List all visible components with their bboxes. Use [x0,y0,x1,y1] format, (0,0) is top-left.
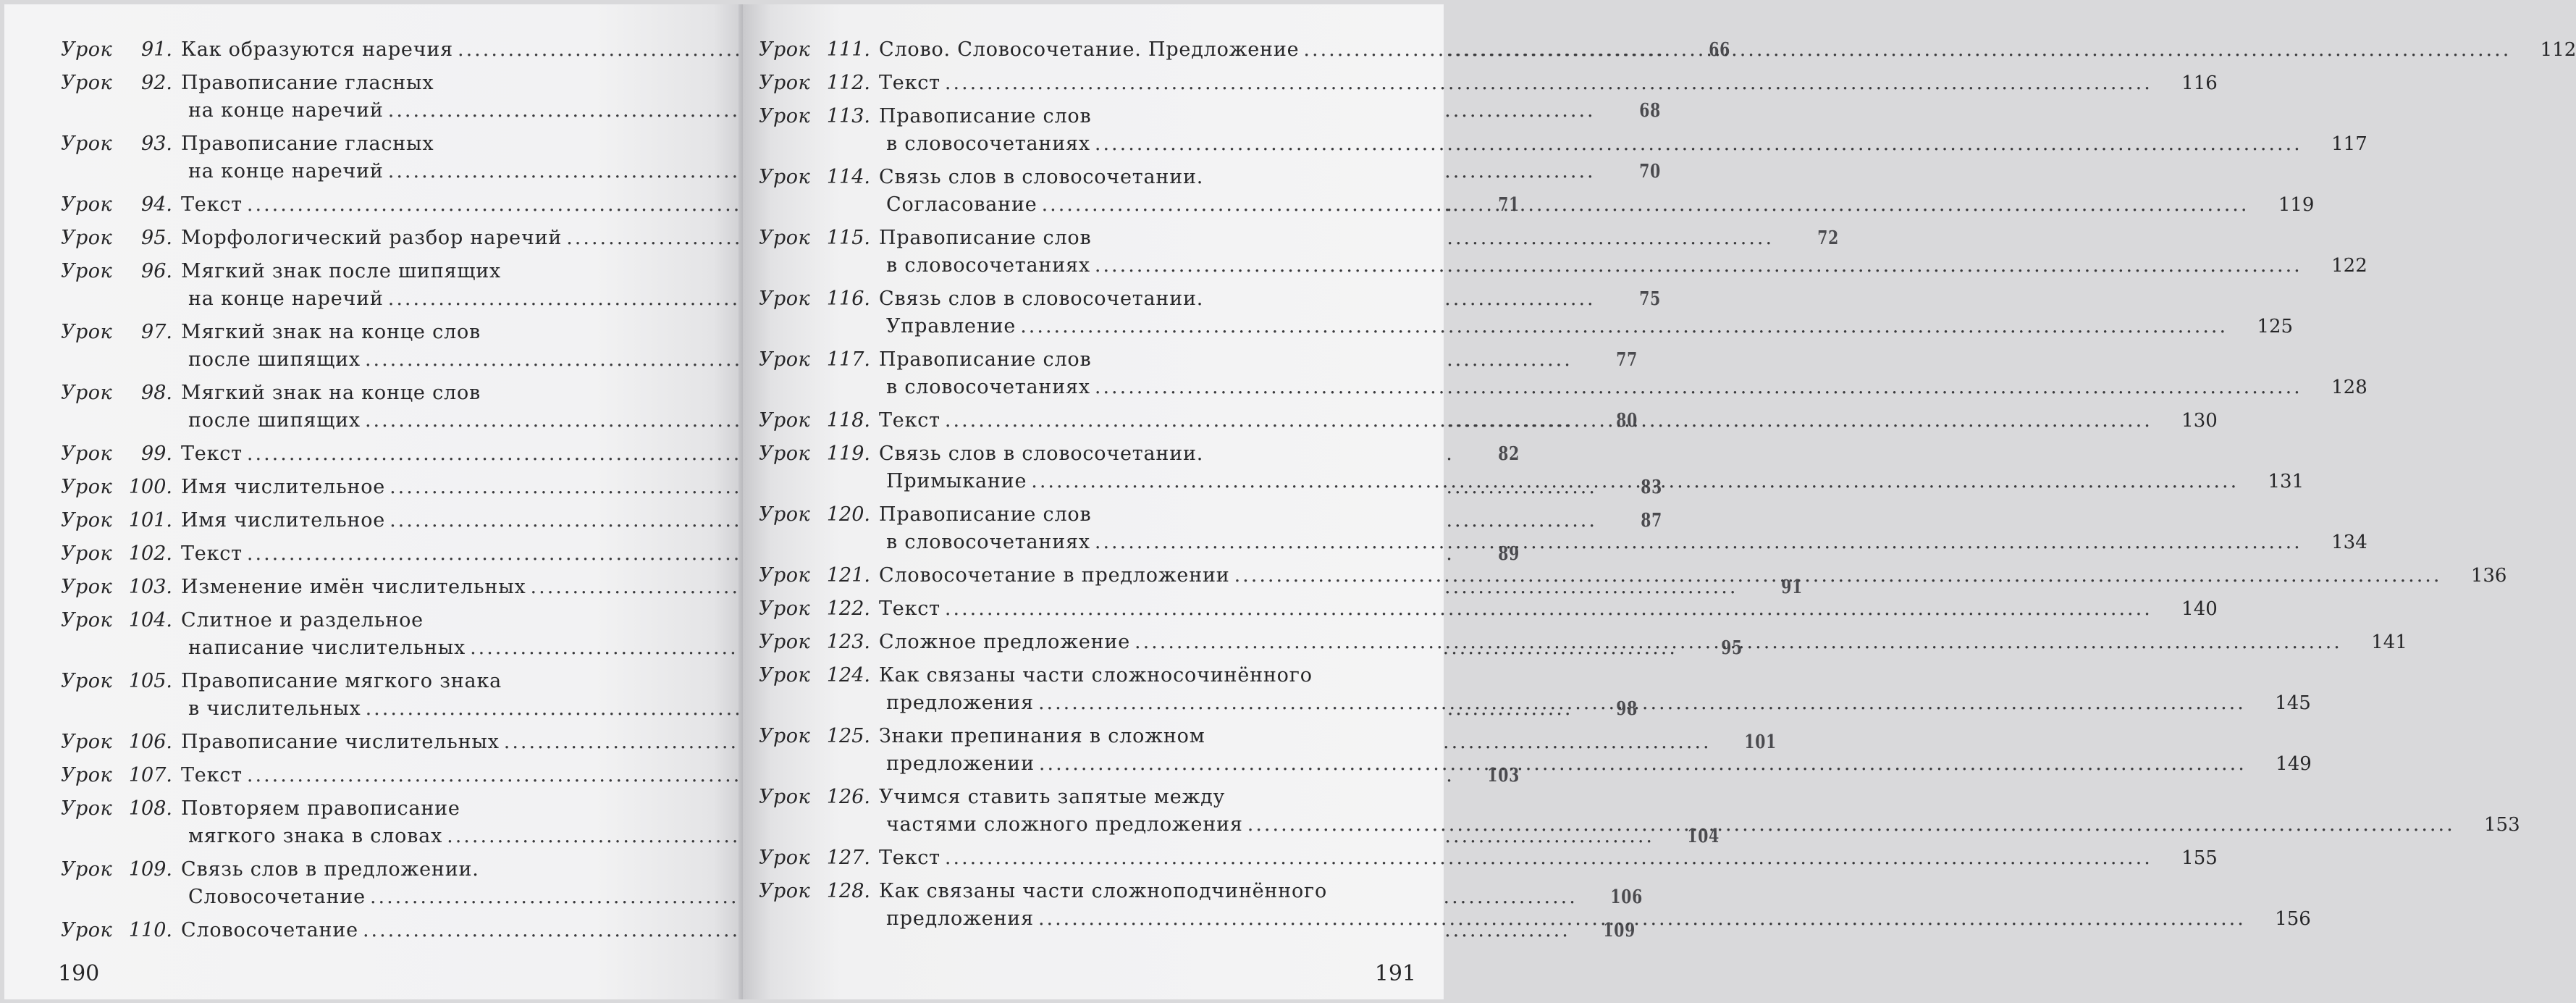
lesson-number: 112. [826,72,870,94]
lesson-title-line: Связь слов в словосочетании. [879,442,1204,465]
lesson-number: 102. [128,542,172,565]
lesson-keyword: Урок [61,38,113,61]
page-reference: 72 [1817,227,1840,249]
page-reference: 117 [2331,133,2367,155]
lesson-title-line: Управление [886,315,1016,337]
lesson-title-line: после шипящих [188,409,361,432]
lesson-title-line: Имя числительное [181,509,386,532]
dot-leader [1303,36,2511,64]
dot-leader [945,595,2152,623]
lesson-number: 104. [128,609,172,631]
lesson-title [879,501,2307,556]
lesson-title-line: в словосочетаниях [886,133,1090,155]
lesson-title-line: Словосочетание в предложении [879,564,1230,587]
lesson-keyword: Урок [61,542,113,565]
lesson-number: 105. [128,670,172,692]
page-reference: 116 [2181,72,2218,94]
page-reference: 89 [1498,543,1520,565]
lesson-number: 108. [128,797,172,820]
lesson-title-line: Связь слов в предложении. [181,858,479,881]
lesson-keyword: Урок [61,321,113,343]
lesson-title-line: Имя числительное [181,476,386,498]
lesson-title-line: Слово. Словосочетание. Предложение [879,38,1300,61]
lesson-number: 94. [141,193,172,216]
page-reference: 128 [2331,377,2367,398]
dot-leader [945,844,2152,872]
lesson-title-line: Правописание слов [879,105,1092,127]
lesson-keyword: Урок [61,133,113,155]
lesson-keyword: Урок [759,786,811,808]
lesson-keyword: Урок [759,288,811,310]
lesson-number: 93. [141,133,172,155]
lesson-keyword: Урок [61,382,113,404]
lesson-title-line: предложении [886,752,1035,775]
lesson-title [879,224,2307,280]
lesson-title-line: предложения [886,692,1034,714]
lesson-title [879,103,2307,158]
page-reference: 82 [1498,443,1520,465]
lesson-title-line: Повторяем правописание [181,797,460,820]
lesson-title-line: Морфологический разбор наречий [181,227,563,249]
lesson-keyword: Урок [61,476,113,498]
lesson-number: 117. [826,348,870,371]
lesson-keyword: Урок [61,442,113,465]
page-reference: 141 [2371,631,2407,653]
dot-leader [1095,252,2302,280]
lesson-title-line: Правописание слов [879,348,1092,371]
lesson-number: 125. [826,725,870,747]
lesson-title [879,440,2243,495]
lesson-keyword: Урок [759,597,811,620]
lesson-number: 115. [826,227,870,249]
page-reference: 66 [1709,39,1730,61]
lesson-title-line: Правописание слов [879,227,1092,249]
lesson-title-line: Словосочетание [181,919,358,941]
lesson-title-line: Правописание слов [879,503,1092,526]
lesson-number: 114. [826,166,870,188]
page-reference: 80 [1616,410,1638,432]
lesson-number: 120. [826,503,870,526]
lesson-keyword: Урок [759,227,811,249]
page-reference: 153 [2484,814,2520,836]
lesson-title [879,36,2515,64]
page-reference: 106 [1610,886,1643,908]
lesson-number: 128. [826,880,870,902]
lesson-title-line: Слитное и раздельное [181,609,424,631]
dot-leader [1234,562,2442,589]
lesson-title-line: в словосочетаниях [886,376,1090,398]
lesson-keyword: Урок [759,564,811,587]
lesson-title-line: предложения [886,907,1034,930]
lesson-number: 92. [141,72,172,94]
page-reference: 77 [1616,349,1638,371]
page-reference: 136 [2470,565,2507,587]
lesson-title [879,723,2251,778]
lesson-number: 113. [826,105,870,127]
lesson-title-line: Сложное предложение [879,631,1130,653]
lesson-keyword: Урок [759,348,811,371]
lesson-title-line: написание числительных [188,637,466,659]
lesson-title-line: Правописание числительных [181,731,500,753]
lesson-keyword: Урок [61,670,113,692]
lesson-keyword: Урок [61,858,113,881]
page-reference: 130 [2181,410,2218,432]
lesson-keyword: Урок [61,193,113,216]
page-reference: 71 [1498,194,1520,216]
dot-leader [1020,313,2228,340]
lesson-keyword: Урок [759,631,811,653]
lesson-number: 91. [141,38,172,61]
lesson-keyword: Урок [61,764,113,786]
page-reference: 103 [1487,765,1520,786]
lesson-title-line: Правописание гласных [181,133,434,155]
lesson-number: 97. [141,321,172,343]
lesson-keyword: Урок [759,880,811,902]
lesson-keyword: Урок [61,576,113,598]
lesson-title-line: на конце наречий [188,288,384,310]
left-page-number: 190 [58,961,100,986]
lesson-keyword: Урок [61,260,113,282]
lesson-title-line: Изменение имён числительных [181,576,526,598]
lesson-number: 98. [141,382,172,404]
lesson-title [879,285,2232,340]
lesson-number: 122. [826,597,870,620]
lesson-keyword: Урок [61,919,113,941]
lesson-title-line: Связь слов в словосочетании. [879,288,1204,310]
dot-leader [1095,374,2302,401]
dot-leader [945,70,2152,97]
lesson-number: 99. [141,442,172,465]
lesson-number: 123. [826,631,870,653]
lesson-title-line: Текст [879,409,940,432]
page-reference: 131 [2268,471,2304,492]
lesson-title-line: Текст [181,442,243,465]
lesson-title-line: Учимся ставить запятые между [879,786,1226,808]
lesson-keyword: Урок [759,503,811,526]
lesson-number: 107. [128,764,172,786]
lesson-number: 110. [128,919,172,941]
page-reference: 109 [1603,920,1636,941]
lesson-number: 127. [826,847,870,869]
lesson-title-line: Согласование [886,193,1037,216]
lesson-title [879,164,2253,219]
lesson-title [879,629,2346,656]
lesson-title [879,562,2446,589]
page-reference: 104 [1687,826,1720,847]
lesson-title [879,662,2250,717]
toc-entry [759,70,2218,97]
lesson-title-line: Мягкий знак после шипящих [181,260,502,282]
lesson-title-line: Связь слов в словосочетании. [879,166,1204,188]
lesson-number: 96. [141,260,172,282]
lesson-title-line: Текст [879,72,940,94]
lesson-title-line: Как образуются наречия [181,38,453,61]
lesson-title-line: Как связаны части сложносочинённого [879,664,1313,687]
page-reference: 119 [2278,194,2315,216]
lesson-title-line: Текст [181,764,243,786]
lesson-number: 126. [826,786,870,808]
page-reference: 145 [2275,692,2311,714]
lesson-number: 121. [826,564,870,587]
lesson-title-line: на конце наречий [188,160,384,182]
page-reference: 155 [2181,847,2218,869]
page-reference: 87 [1641,510,1662,532]
dot-leader [1095,130,2302,158]
lesson-title-line: в словосочетаниях [886,254,1090,277]
lesson-title [879,844,2157,872]
dot-leader [1038,689,2246,717]
lesson-keyword: Урок [759,105,811,127]
lesson-keyword: Урок [61,609,113,631]
lesson-title [879,407,2157,435]
dot-leader [1042,191,2249,219]
lesson-number: 118. [826,409,870,432]
lesson-number: 116. [826,288,870,310]
lesson-keyword: Урок [759,725,811,747]
lesson-title-line: Как связаны части сложноподчинённого [879,880,1328,902]
page-reference: 134 [2331,532,2367,553]
lesson-title-line: в словосочетаниях [886,531,1090,553]
lesson-title [879,595,2157,623]
page-reference: 156 [2275,908,2311,930]
page-reference: 91 [1781,576,1803,598]
lesson-title-line: частями сложного предложения [886,813,1243,836]
dot-leader [1095,529,2302,556]
lesson-keyword: Урок [61,509,113,532]
lesson-number: 124. [826,664,870,687]
lesson-keyword: Урок [759,38,811,61]
lesson-number: 119. [826,442,870,465]
toc-entry [759,844,2218,872]
dot-leader [1135,629,2342,656]
page-reference: 68 [1638,100,1661,122]
lesson-keyword: Урок [61,227,113,249]
lesson-title-line: Текст [879,597,940,620]
lesson-title-line: Мягкий знак на конце слов [181,321,481,343]
lesson-keyword: Урок [759,409,811,432]
lesson-title-line: Мягкий знак на конце слов [181,382,481,404]
page-reference: 70 [1638,161,1661,182]
dot-leader [1039,750,2247,778]
lesson-keyword: Урок [759,166,811,188]
lesson-title-line: Словосочетание [188,886,366,908]
lesson-title [879,784,2459,839]
page-reference: 95 [1721,637,1743,659]
lesson-title-line: после шипящих [188,348,361,371]
lesson-title-line: Текст [181,193,243,216]
dot-leader [945,407,2152,435]
lesson-keyword: Урок [61,72,113,94]
page-reference: 140 [2181,598,2218,620]
lesson-number: 106. [128,731,172,753]
lesson-number: 111. [826,38,870,61]
lesson-keyword: Урок [759,442,811,465]
lesson-title-line: в числительных [188,697,361,720]
page-reference: 122 [2331,255,2367,277]
page-reference: 112 [2540,39,2576,61]
lesson-keyword: Урок [759,72,811,94]
lesson-number: 100. [128,476,172,498]
lesson-title-line: Правописание мягкого знака [181,670,502,692]
right-page-number: 191 [1374,961,1416,986]
lesson-title-line: на конце наречий [188,99,384,122]
lesson-keyword: Урок [759,664,811,687]
lesson-number: 101. [128,509,172,532]
lesson-title-line: Текст [879,847,940,869]
dot-leader [1247,811,2455,839]
lesson-title-line: Примыкание [886,470,1027,492]
dot-leader [1038,905,2246,933]
lesson-number: 103. [128,576,172,598]
lesson-number: 109. [128,858,172,881]
lesson-number: 95. [141,227,172,249]
page-reference: 101 [1743,731,1777,753]
lesson-keyword: Урок [759,847,811,869]
lesson-title-line: Знаки препинания в сложном [879,725,1205,747]
lesson-title [879,346,2307,401]
lesson-title [879,70,2157,97]
page-reference: 98 [1616,698,1638,720]
toc-entry [759,595,2218,623]
page-reference: 75 [1638,288,1661,310]
lesson-title-line: Текст [181,542,243,565]
page-reference: 83 [1641,477,1662,498]
lesson-keyword: Урок [61,797,113,820]
page-reference: 149 [2276,753,2312,775]
lesson-title-line: Правописание гласных [181,72,434,94]
lesson-title-line: мягкого знака в словах [188,825,443,847]
page-reference: 125 [2257,316,2294,337]
dot-leader [1031,468,2239,495]
lesson-title [879,878,2250,933]
lesson-keyword: Урок [61,731,113,753]
